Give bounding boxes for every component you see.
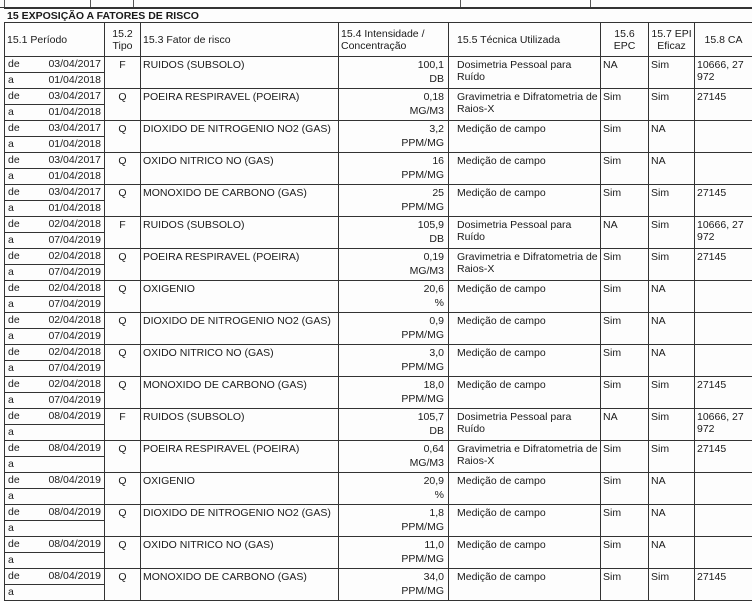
epc-cell: Sim bbox=[601, 345, 649, 377]
table-row bbox=[5, 249, 752, 281]
period-cell bbox=[5, 217, 105, 249]
period-start-date: 03/04/2017 bbox=[48, 57, 101, 72]
tecnica-cell: Gravimetria e Difratometria de Raios-X bbox=[449, 441, 601, 473]
period-start bbox=[5, 281, 104, 296]
tecnica-cell: Medição de campo bbox=[449, 185, 601, 217]
epi-cell: Sim bbox=[649, 185, 695, 217]
intensidade-cell bbox=[339, 441, 449, 473]
period-de-label: de bbox=[8, 313, 20, 328]
ca-cell bbox=[695, 121, 752, 153]
intensidade-value: 16 bbox=[432, 155, 444, 167]
intensidade-value: 0,9 bbox=[429, 315, 444, 327]
period-a-label: a bbox=[8, 553, 14, 568]
ca-cell bbox=[695, 473, 752, 505]
tipo-cell: Q bbox=[105, 313, 141, 345]
period-end bbox=[5, 456, 104, 472]
period-de-label: de bbox=[8, 473, 20, 488]
fator-cell: DIOXIDO DE NITROGENIO NO2 (GAS) bbox=[141, 121, 339, 153]
period-start-date: 03/04/2017 bbox=[48, 153, 101, 168]
ca-cell bbox=[695, 281, 752, 313]
intensidade-cell bbox=[339, 313, 449, 345]
intensidade-unit: DB bbox=[429, 73, 444, 85]
tecnica-cell: Dosimetria Pessoal para Ruído bbox=[449, 217, 601, 249]
table-row bbox=[5, 473, 752, 505]
period-end bbox=[5, 296, 104, 312]
period-start-date: 03/04/2017 bbox=[48, 185, 101, 200]
period-start-date: 08/04/2019 bbox=[48, 409, 101, 424]
period-cell bbox=[5, 185, 105, 217]
intensidade-cell bbox=[339, 185, 449, 217]
period-end-date: 07/04/2019 bbox=[48, 265, 101, 280]
intensidade-value: 25 bbox=[432, 187, 444, 199]
intensidade-unit: MG/M3 bbox=[410, 105, 444, 117]
ca-cell: 27145 bbox=[695, 569, 752, 601]
intensidade-unit: PPM/MG bbox=[401, 521, 444, 533]
period-end bbox=[5, 360, 104, 376]
fator-cell: POEIRA RESPIRAVEL (POEIRA) bbox=[141, 441, 339, 473]
period-a-label: a bbox=[8, 329, 14, 344]
period-end bbox=[5, 328, 104, 344]
epi-cell: NA bbox=[649, 313, 695, 345]
intensidade-cell bbox=[339, 57, 449, 89]
ca-cell: 10666, 27 972 bbox=[695, 409, 752, 441]
period-start-date: 02/04/2018 bbox=[48, 249, 101, 264]
period-start-date: 08/04/2019 bbox=[48, 505, 101, 520]
period-start-date: 02/04/2018 bbox=[48, 281, 101, 296]
epc-cell: Sim bbox=[601, 185, 649, 217]
epi-cell: Sim bbox=[649, 57, 695, 89]
period-start bbox=[5, 121, 104, 136]
period-de-label: de bbox=[8, 89, 20, 104]
col-header-tipo: 15.2 Tipo bbox=[105, 23, 141, 57]
period-de-label: de bbox=[8, 217, 20, 232]
fator-cell: POEIRA RESPIRAVEL (POEIRA) bbox=[141, 89, 339, 121]
intensidade-cell bbox=[339, 537, 449, 569]
epc-cell: Sim bbox=[601, 313, 649, 345]
period-start bbox=[5, 505, 104, 520]
epi-cell: Sim bbox=[649, 441, 695, 473]
intensidade-cell bbox=[339, 569, 449, 601]
table-row bbox=[5, 153, 752, 185]
period-end-date: 01/04/2018 bbox=[48, 137, 101, 152]
previous-section-strip bbox=[0, 0, 752, 8]
period-end bbox=[5, 232, 104, 248]
ca-cell: 27145 bbox=[695, 249, 752, 281]
intensidade-value: 0,19 bbox=[424, 251, 444, 263]
period-de-label: de bbox=[8, 345, 20, 360]
epc-cell: NA bbox=[601, 217, 649, 249]
tecnica-cell: Medição de campo bbox=[449, 537, 601, 569]
intensidade-cell bbox=[339, 121, 449, 153]
tecnica-cell: Medição de campo bbox=[449, 473, 601, 505]
period-start bbox=[5, 377, 104, 392]
epi-cell: Sim bbox=[649, 377, 695, 409]
intensidade-unit: PPM/MG bbox=[401, 393, 444, 405]
tecnica-cell: Gravimetria e Difratometria de Raios-X bbox=[449, 89, 601, 121]
period-end-date: 07/04/2019 bbox=[48, 329, 101, 344]
intensidade-cell bbox=[339, 345, 449, 377]
period-cell bbox=[5, 281, 105, 313]
ca-cell: 27145 bbox=[695, 377, 752, 409]
period-start bbox=[5, 217, 104, 232]
intensidade-unit: MG/M3 bbox=[410, 265, 444, 277]
period-de-label: de bbox=[8, 57, 20, 72]
period-end-date: 01/04/2018 bbox=[48, 201, 101, 216]
fator-cell: RUIDOS (SUBSOLO) bbox=[141, 409, 339, 441]
period-cell bbox=[5, 121, 105, 153]
tecnica-cell: Medição de campo bbox=[449, 377, 601, 409]
period-end bbox=[5, 264, 104, 280]
intensidade-cell bbox=[339, 153, 449, 185]
table-row bbox=[5, 121, 752, 153]
tipo-cell: F bbox=[105, 409, 141, 441]
period-start-date: 02/04/2018 bbox=[48, 217, 101, 232]
fator-cell: OXIDO NITRICO NO (GAS) bbox=[141, 345, 339, 377]
period-start-date: 08/04/2019 bbox=[48, 473, 101, 488]
intensidade-value: 18,0 bbox=[424, 379, 444, 391]
period-a-label: a bbox=[8, 233, 14, 248]
tipo-cell: Q bbox=[105, 345, 141, 377]
intensidade-value: 3,0 bbox=[429, 347, 444, 359]
period-a-label: a bbox=[8, 489, 14, 504]
section-title: 15 EXPOSIÇÃO A FATORES DE RISCO bbox=[4, 8, 752, 22]
tipo-cell: Q bbox=[105, 537, 141, 569]
epc-cell: Sim bbox=[601, 569, 649, 601]
period-start-date: 03/04/2017 bbox=[48, 89, 101, 104]
tipo-cell: Q bbox=[105, 89, 141, 121]
ca-cell: 10666, 27 972 bbox=[695, 217, 752, 249]
ca-cell: 27145 bbox=[695, 441, 752, 473]
epc-cell: NA bbox=[601, 409, 649, 441]
period-start bbox=[5, 473, 104, 488]
period-a-label: a bbox=[8, 521, 14, 536]
ca-cell bbox=[695, 313, 752, 345]
intensidade-unit: DB bbox=[429, 233, 444, 245]
intensidade-cell bbox=[339, 249, 449, 281]
epi-cell: Sim bbox=[649, 409, 695, 441]
intensidade-value: 105,9 bbox=[418, 219, 444, 231]
period-cell bbox=[5, 153, 105, 185]
epc-cell: Sim bbox=[601, 121, 649, 153]
intensidade-unit: PPM/MG bbox=[401, 329, 444, 341]
tipo-cell: Q bbox=[105, 569, 141, 601]
col-header-ca: 15.8 CA bbox=[695, 23, 752, 57]
period-end bbox=[5, 424, 104, 440]
intensidade-unit: PPM/MG bbox=[401, 553, 444, 565]
tecnica-cell: Medição de campo bbox=[449, 569, 601, 601]
tipo-cell: Q bbox=[105, 441, 141, 473]
intensidade-unit: PPM/MG bbox=[401, 169, 444, 181]
fator-cell: RUIDOS (SUBSOLO) bbox=[141, 57, 339, 89]
fator-cell: MONOXIDO DE CARBONO (GAS) bbox=[141, 569, 339, 601]
period-start bbox=[5, 345, 104, 360]
period-start bbox=[5, 441, 104, 456]
epi-cell: Sim bbox=[649, 89, 695, 121]
fator-cell: OXIDO NITRICO NO (GAS) bbox=[141, 537, 339, 569]
period-start bbox=[5, 409, 104, 424]
period-end-date: 07/04/2019 bbox=[48, 233, 101, 248]
period-a-label: a bbox=[8, 457, 14, 472]
epi-cell: Sim bbox=[649, 569, 695, 601]
intensidade-value: 0,18 bbox=[424, 91, 444, 103]
period-start bbox=[5, 185, 104, 200]
col-header-epi: 15.7 EPI Eficaz bbox=[649, 23, 695, 57]
tecnica-cell: Medição de campo bbox=[449, 345, 601, 377]
epi-cell: Sim bbox=[649, 249, 695, 281]
tipo-cell: Q bbox=[105, 281, 141, 313]
period-end-date: 01/04/2018 bbox=[48, 105, 101, 120]
period-start-date: 03/04/2017 bbox=[48, 121, 101, 136]
period-end-date: 07/04/2019 bbox=[48, 393, 101, 408]
fator-cell: RUIDOS (SUBSOLO) bbox=[141, 217, 339, 249]
period-end-date: 07/04/2019 bbox=[48, 361, 101, 376]
period-a-label: a bbox=[8, 137, 14, 152]
epc-cell: Sim bbox=[601, 441, 649, 473]
period-start-date: 08/04/2019 bbox=[48, 537, 101, 552]
intensidade-unit: PPM/MG bbox=[401, 361, 444, 373]
epi-cell: NA bbox=[649, 473, 695, 505]
period-a-label: a bbox=[8, 105, 14, 120]
ca-cell: 27145 bbox=[695, 89, 752, 121]
period-cell bbox=[5, 409, 105, 441]
epc-cell: NA bbox=[601, 57, 649, 89]
period-start-date: 02/04/2018 bbox=[48, 345, 101, 360]
period-de-label: de bbox=[8, 153, 20, 168]
fator-cell: OXIDO NITRICO NO (GAS) bbox=[141, 153, 339, 185]
period-a-label: a bbox=[8, 73, 14, 88]
period-de-label: de bbox=[8, 409, 20, 424]
period-a-label: a bbox=[8, 425, 14, 440]
table-header-row bbox=[5, 23, 752, 57]
intensidade-unit: PPM/MG bbox=[401, 137, 444, 149]
tecnica-cell: Medição de campo bbox=[449, 281, 601, 313]
tecnica-cell: Gravimetria e Difratometria de Raios-X bbox=[449, 249, 601, 281]
period-start-date: 08/04/2019 bbox=[48, 569, 101, 584]
table-row bbox=[5, 345, 752, 377]
fator-cell: POEIRA RESPIRAVEL (POEIRA) bbox=[141, 249, 339, 281]
epi-cell: NA bbox=[649, 153, 695, 185]
epi-cell: NA bbox=[649, 537, 695, 569]
epc-cell: Sim bbox=[601, 249, 649, 281]
intensidade-value: 20,6 bbox=[424, 283, 444, 295]
table-row bbox=[5, 409, 752, 441]
fator-cell: OXIGENIO bbox=[141, 281, 339, 313]
intensidade-value: 34,0 bbox=[424, 571, 444, 583]
intensidade-value: 11,0 bbox=[424, 539, 444, 551]
tecnica-cell: Medição de campo bbox=[449, 313, 601, 345]
intensidade-unit: MG/M3 bbox=[410, 457, 444, 469]
tecnica-cell: Dosimetria Pessoal para Ruído bbox=[449, 409, 601, 441]
period-a-label: a bbox=[8, 169, 14, 184]
period-cell bbox=[5, 313, 105, 345]
epc-cell: Sim bbox=[601, 473, 649, 505]
table-row bbox=[5, 89, 752, 121]
fator-cell: MONOXIDO DE CARBONO (GAS) bbox=[141, 377, 339, 409]
table-row bbox=[5, 537, 752, 569]
period-a-label: a bbox=[8, 585, 14, 600]
period-de-label: de bbox=[8, 249, 20, 264]
table-row bbox=[5, 377, 752, 409]
epc-cell: Sim bbox=[601, 89, 649, 121]
period-de-label: de bbox=[8, 377, 20, 392]
period-end bbox=[5, 392, 104, 408]
tipo-cell: Q bbox=[105, 473, 141, 505]
period-cell bbox=[5, 569, 105, 601]
intensidade-value: 20,9 bbox=[424, 475, 444, 487]
fator-cell: OXIGENIO bbox=[141, 473, 339, 505]
period-cell bbox=[5, 57, 105, 89]
period-start bbox=[5, 249, 104, 264]
table-row bbox=[5, 185, 752, 217]
epi-cell: Sim bbox=[649, 217, 695, 249]
risk-exposure-table bbox=[4, 22, 752, 601]
period-de-label: de bbox=[8, 505, 20, 520]
col-header-fator: 15.3 Fator de risco bbox=[141, 23, 339, 57]
intensidade-unit: % bbox=[435, 297, 444, 309]
period-a-label: a bbox=[8, 201, 14, 216]
tipo-cell: Q bbox=[105, 153, 141, 185]
ca-cell: 27145 bbox=[695, 185, 752, 217]
intensidade-unit: PPM/MG bbox=[401, 201, 444, 213]
tipo-cell: Q bbox=[105, 185, 141, 217]
period-start bbox=[5, 89, 104, 104]
tecnica-cell: Medição de campo bbox=[449, 153, 601, 185]
table-row bbox=[5, 569, 752, 601]
epi-cell: NA bbox=[649, 121, 695, 153]
intensidade-value: 0,64 bbox=[424, 443, 444, 455]
period-end bbox=[5, 72, 104, 88]
table-row bbox=[5, 441, 752, 473]
epc-cell: Sim bbox=[601, 377, 649, 409]
intensidade-value: 100,1 bbox=[418, 59, 444, 71]
intensidade-cell bbox=[339, 409, 449, 441]
period-a-label: a bbox=[8, 361, 14, 376]
ca-cell bbox=[695, 505, 752, 537]
period-end bbox=[5, 136, 104, 152]
period-a-label: a bbox=[8, 393, 14, 408]
epc-cell: Sim bbox=[601, 505, 649, 537]
intensidade-cell bbox=[339, 217, 449, 249]
period-start bbox=[5, 313, 104, 328]
table-row bbox=[5, 57, 752, 89]
fator-cell: DIOXIDO DE NITROGENIO NO2 (GAS) bbox=[141, 313, 339, 345]
period-de-label: de bbox=[8, 441, 20, 456]
period-end bbox=[5, 520, 104, 536]
period-end-date: 01/04/2018 bbox=[48, 169, 101, 184]
period-start bbox=[5, 153, 104, 168]
col-header-epc: 15.6 EPC bbox=[601, 23, 649, 57]
tecnica-cell: Medição de campo bbox=[449, 505, 601, 537]
period-cell bbox=[5, 473, 105, 505]
epc-cell: Sim bbox=[601, 537, 649, 569]
period-end bbox=[5, 584, 104, 600]
period-end bbox=[5, 168, 104, 184]
period-cell bbox=[5, 537, 105, 569]
period-de-label: de bbox=[8, 185, 20, 200]
ca-cell bbox=[695, 153, 752, 185]
period-cell bbox=[5, 441, 105, 473]
period-de-label: de bbox=[8, 537, 20, 552]
intensidade-unit: PPM/MG bbox=[401, 585, 444, 597]
period-cell bbox=[5, 249, 105, 281]
period-start-date: 02/04/2018 bbox=[48, 313, 101, 328]
intensidade-cell bbox=[339, 377, 449, 409]
period-de-label: de bbox=[8, 121, 20, 136]
tipo-cell: Q bbox=[105, 249, 141, 281]
tipo-cell: F bbox=[105, 57, 141, 89]
epi-cell: NA bbox=[649, 281, 695, 313]
intensidade-value: 1,8 bbox=[429, 507, 444, 519]
tipo-cell: F bbox=[105, 217, 141, 249]
intensidade-cell bbox=[339, 89, 449, 121]
period-end-date: 07/04/2019 bbox=[48, 297, 101, 312]
intensidade-unit: % bbox=[435, 489, 444, 501]
period-start bbox=[5, 57, 104, 72]
ca-cell: 10666, 27 972 bbox=[695, 57, 752, 89]
period-start bbox=[5, 537, 104, 552]
period-a-label: a bbox=[8, 297, 14, 312]
period-end bbox=[5, 104, 104, 120]
period-end-date: 01/04/2018 bbox=[48, 73, 101, 88]
epc-cell: Sim bbox=[601, 153, 649, 185]
col-header-tecnica: 15.5 Técnica Utilizada bbox=[449, 23, 601, 57]
ca-cell bbox=[695, 537, 752, 569]
col-header-periodo: 15.1 Período bbox=[5, 23, 105, 57]
tecnica-cell: Medição de campo bbox=[449, 121, 601, 153]
fator-cell: MONOXIDO DE CARBONO (GAS) bbox=[141, 185, 339, 217]
period-end bbox=[5, 488, 104, 504]
epi-cell: NA bbox=[649, 505, 695, 537]
table-row bbox=[5, 217, 752, 249]
tipo-cell: Q bbox=[105, 377, 141, 409]
period-cell bbox=[5, 505, 105, 537]
tecnica-cell: Dosimetria Pessoal para Ruído bbox=[449, 57, 601, 89]
intensidade-cell bbox=[339, 473, 449, 505]
intensidade-value: 3,2 bbox=[429, 123, 444, 135]
period-cell bbox=[5, 345, 105, 377]
period-end bbox=[5, 200, 104, 216]
period-start-date: 08/04/2019 bbox=[48, 441, 101, 456]
period-cell bbox=[5, 89, 105, 121]
period-cell bbox=[5, 377, 105, 409]
intensidade-unit: DB bbox=[429, 425, 444, 437]
period-a-label: a bbox=[8, 265, 14, 280]
epi-cell: NA bbox=[649, 345, 695, 377]
col-header-intensidade: 15.4 Intensidade / Concentração bbox=[339, 23, 449, 57]
ca-cell bbox=[695, 345, 752, 377]
intensidade-cell bbox=[339, 281, 449, 313]
epc-cell: Sim bbox=[601, 281, 649, 313]
period-de-label: de bbox=[8, 569, 20, 584]
tipo-cell: Q bbox=[105, 121, 141, 153]
period-start-date: 02/04/2018 bbox=[48, 377, 101, 392]
period-de-label: de bbox=[8, 281, 20, 296]
table-row bbox=[5, 505, 752, 537]
table-row bbox=[5, 281, 752, 313]
intensidade-cell bbox=[339, 505, 449, 537]
intensidade-value: 105,7 bbox=[418, 411, 444, 423]
period-start bbox=[5, 569, 104, 584]
period-end bbox=[5, 552, 104, 568]
fator-cell: DIOXIDO DE NITROGENIO NO2 (GAS) bbox=[141, 505, 339, 537]
tipo-cell: Q bbox=[105, 505, 141, 537]
table-row bbox=[5, 313, 752, 345]
